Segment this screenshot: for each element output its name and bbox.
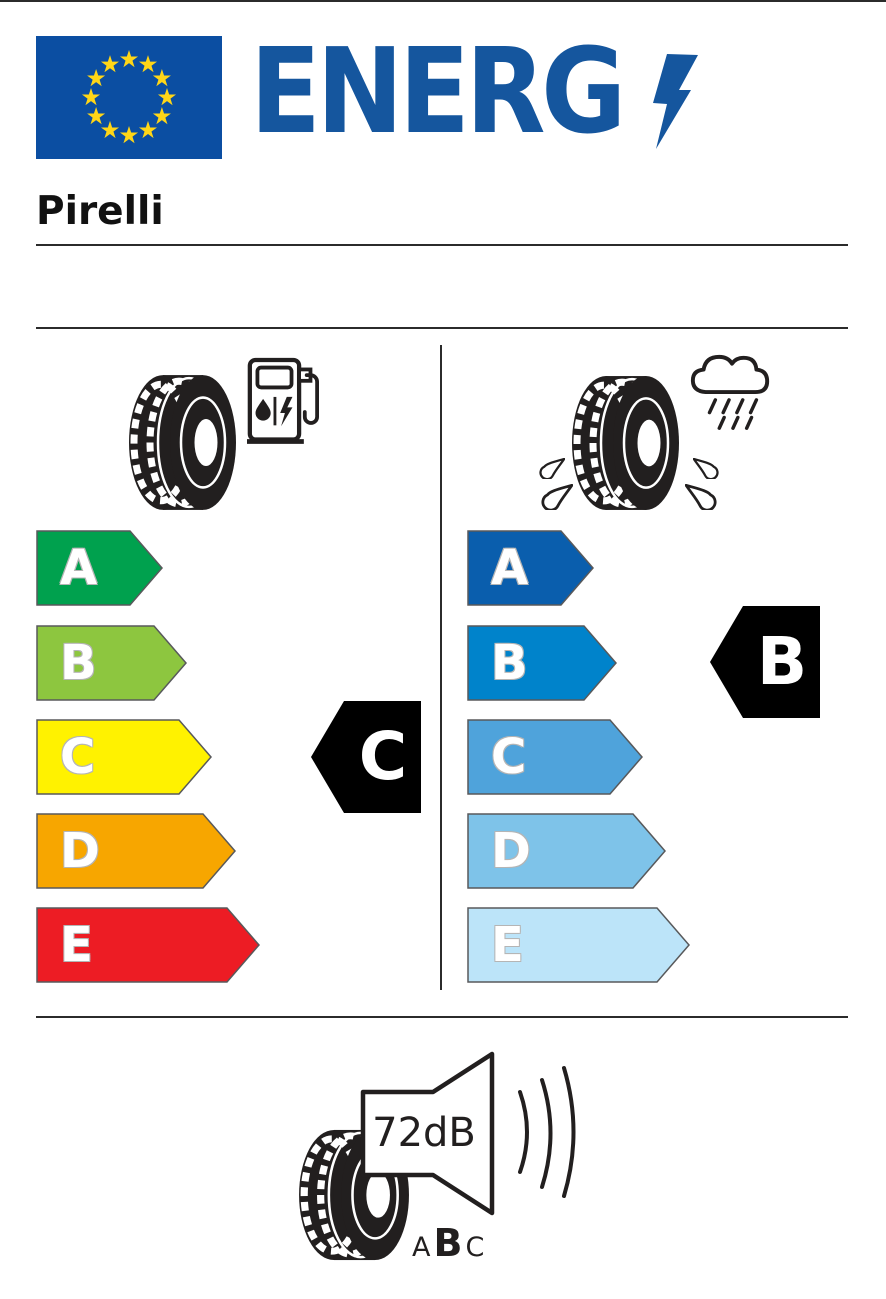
fuel-class-letter-e: E xyxy=(60,917,93,973)
fuel-class-letter-c: C xyxy=(60,729,96,785)
fuel-class-row-b xyxy=(36,625,188,701)
noise-class-c: C xyxy=(465,1232,485,1263)
rain-cloud-icon xyxy=(684,351,778,439)
wet-arrow-b xyxy=(467,625,618,701)
brand-name: Pirelli xyxy=(36,189,164,234)
sound-waves-icon xyxy=(520,1068,574,1196)
fuel-arrow-b xyxy=(36,625,188,701)
fuel-class-row-c xyxy=(36,719,213,795)
rain-lines xyxy=(709,400,756,428)
energ-logo-text: ENERG xyxy=(250,22,622,160)
fuel-class-letter-d: D xyxy=(60,823,100,879)
section-bottom-line xyxy=(36,1016,848,1018)
section-top-line xyxy=(36,327,848,329)
fuel-class-row-a xyxy=(36,530,164,606)
wet-class-letter-b: B xyxy=(491,635,528,691)
fuel-arrow-a xyxy=(36,530,164,606)
fuel-class-letter-a: A xyxy=(60,540,98,596)
fuel-class-row-d xyxy=(36,813,237,889)
wet-class-letter-c: C xyxy=(491,729,527,785)
wet-class-row-a xyxy=(467,530,595,606)
top-border-line xyxy=(0,0,886,2)
wet-class-row-b xyxy=(467,625,618,701)
wet-class-letter-e: E xyxy=(491,917,524,973)
wet-arrow-a xyxy=(467,530,595,606)
lightning-bolt-icon xyxy=(648,54,698,149)
noise-class-b-selected: B xyxy=(433,1221,463,1265)
wet-rating-letter: B xyxy=(756,623,808,700)
brand-divider-line xyxy=(36,244,848,246)
noise-class-scale xyxy=(412,1221,485,1265)
noise-value: 72dB xyxy=(372,1110,476,1156)
fuel-rating-letter: C xyxy=(358,718,408,795)
wet-class-row-d xyxy=(467,813,667,889)
fuel-pump-icon xyxy=(247,357,319,452)
wet-class-row-c xyxy=(467,719,644,795)
fuel-class-row-e xyxy=(36,907,261,983)
column-divider-line xyxy=(440,345,442,990)
tire-icon-fuel xyxy=(127,371,237,514)
fuel-class-letter-b: B xyxy=(60,635,97,691)
wet-rating-indicator xyxy=(709,605,821,719)
wet-class-letter-d: D xyxy=(491,823,531,879)
fuel-rating-indicator xyxy=(310,700,422,814)
wet-class-row-e xyxy=(467,907,691,983)
eu-flag-icon xyxy=(36,36,222,159)
water-splash-icon xyxy=(533,452,725,514)
noise-class-a: A xyxy=(412,1232,431,1263)
wet-class-letter-a: A xyxy=(491,540,529,596)
